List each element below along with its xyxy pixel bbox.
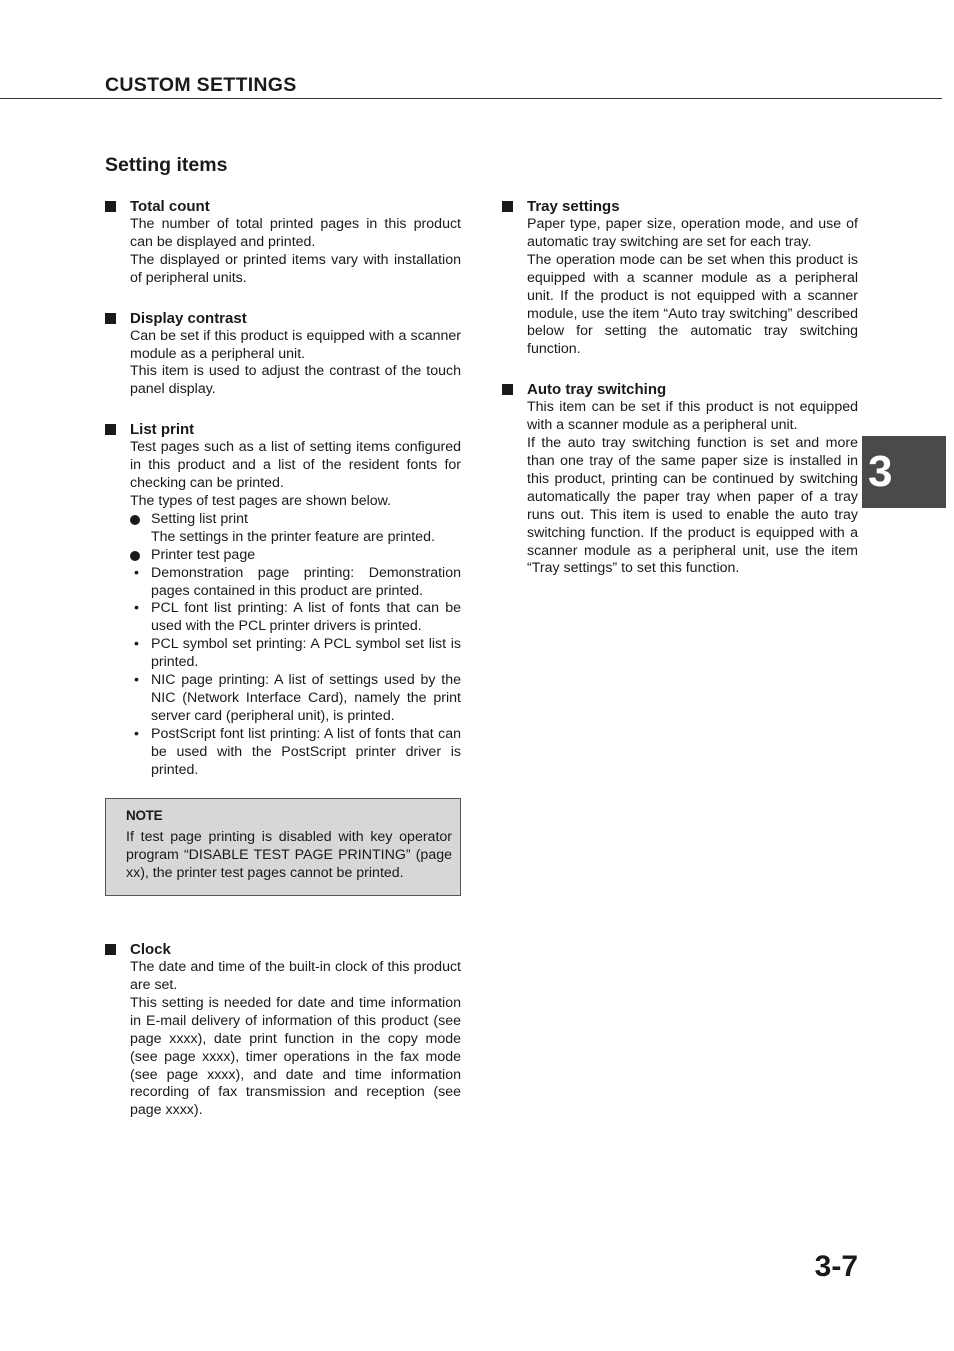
dot-bullet-icon: • <box>134 725 139 742</box>
item-heading <box>502 380 858 399</box>
list-item <box>130 726 461 780</box>
bullet-text: PostScript font list printing: A list of fonts that can be used with the PostScript printer driver is printed. <box>151 725 461 778</box>
circle-bullet-icon <box>130 551 140 561</box>
dot-bullet-icon: • <box>134 636 139 653</box>
item-tray-settings <box>502 197 858 359</box>
header-title: CUSTOM SETTINGS <box>105 74 297 96</box>
note-text: If test page printing is disabled with key operator program “DISABLE TEST PAGE PRINTING” (page xx), the printer test pages cannot be printed. <box>126 829 452 882</box>
right-column <box>502 197 858 599</box>
item-display-contrast <box>105 309 461 400</box>
list-item <box>130 672 461 726</box>
printer-test-label: Printer test page <box>151 546 256 563</box>
item-heading <box>105 309 461 328</box>
bullet-text: NIC page printing: A list of settings used by the NIC (Network Interface Card), namely the print server card (peripheral unit), is printed. <box>151 672 461 724</box>
page-number: 3-7 <box>814 1250 858 1283</box>
item-clock <box>105 940 461 1120</box>
item-heading <box>105 197 461 216</box>
clock-p1: The date and time of the built-in clock of this product are set. <box>130 959 461 993</box>
tray-settings-p2: The operation mode can be set when this product is equipped with a scanner module as a peripheral unit. If the product is not equipped with a scanner module, use the item “Auto tray switching” described below for setting the automatic tray switching function. <box>527 251 858 358</box>
bullet-text: PCL font list printing: A list of fonts that can be used with the PCL printer drivers is printed. <box>151 600 461 635</box>
list-print-p2: The types of test pages are shown below. <box>130 492 392 509</box>
circle-bullet-icon <box>130 515 140 525</box>
item-list-print <box>105 420 461 779</box>
list-print-p1: Test pages such as a list of setting items configured in this product and a list of the resident fonts for checking can be printed. <box>130 439 461 492</box>
tray-settings-p1: Paper type, paper size, operation mode, and use of automatic tray switching are set for each tray. <box>527 216 858 250</box>
item-heading <box>502 197 858 216</box>
dot-bullet-icon: • <box>134 564 139 581</box>
note-title: NOTE <box>126 808 163 824</box>
item-heading <box>105 940 461 959</box>
clock-p2: This setting is needed for date and time information in E-mail delivery of information of this product (see page xxxx), date print function in the copy mode (see page xxxx), timer operations in the fax mode (see page xxxx), and date and time information recording of fax transmission and reception (see page xxxx). <box>130 994 461 1119</box>
auto-tray-p2: If the auto tray switching function is set and more than one tray of the same paper size is installed in this product, printing can be continued by switching automatically the paper tray when paper of a tray runs out. This item is used to enable the auto tray switching function. If the product is equipped with a scanner module as a peripheral unit, use the item “Tray settings” to set this function. <box>527 435 858 577</box>
auto-tray-p1: This item can be set if this product is not equipped with a scanner module as a peripheral unit. <box>527 399 858 434</box>
list-item <box>130 565 461 601</box>
square-bullet-icon <box>105 424 116 435</box>
bullet-text: PCL symbol set printing: A PCL symbol set list is printed. <box>151 636 461 671</box>
bullet-text: Demonstration page printing: Demonstration pages contained in this product are printed. <box>151 564 461 599</box>
circle-list-item <box>130 511 461 529</box>
setting-list-label: Setting list print <box>151 510 248 527</box>
auto-tray-heading: Auto tray switching <box>527 381 667 399</box>
item-auto-tray-switching <box>502 380 858 578</box>
note-box <box>105 798 461 896</box>
display-contrast-p1: Can be set if this product is equipped with a scanner module as a peripheral unit. <box>130 327 461 362</box>
total-count-p1: The number of total printed pages in this product can be displayed and printed. <box>130 216 461 250</box>
left-column <box>105 197 461 1141</box>
display-contrast-heading: Display contrast <box>130 309 247 327</box>
section-title: Setting items <box>105 154 228 176</box>
item-total-count <box>105 197 461 288</box>
list-item <box>130 636 461 672</box>
clock-heading: Clock <box>130 941 171 959</box>
header-rule <box>0 98 942 99</box>
square-bullet-icon <box>502 384 513 395</box>
total-count-p2: The displayed or printed items vary with installation of peripheral units. <box>130 251 461 286</box>
chapter-tab: 3 <box>862 436 946 508</box>
display-contrast-p2: This item is used to adjust the contrast of the touch panel display. <box>130 363 461 398</box>
dot-bullet-icon: • <box>134 600 139 617</box>
square-bullet-icon <box>105 944 116 955</box>
list-print-heading: List print <box>130 421 195 439</box>
square-bullet-icon <box>502 201 513 212</box>
total-count-heading: Total count <box>130 198 210 215</box>
tray-settings-heading: Tray settings <box>527 198 620 215</box>
dot-bullet-icon: • <box>134 672 139 689</box>
item-heading <box>105 420 461 439</box>
circle-list-item <box>130 547 461 565</box>
list-item <box>130 600 461 636</box>
setting-list-desc: The settings in the printer feature are printed. <box>151 528 435 545</box>
square-bullet-icon <box>105 313 116 324</box>
square-bullet-icon <box>105 201 116 212</box>
